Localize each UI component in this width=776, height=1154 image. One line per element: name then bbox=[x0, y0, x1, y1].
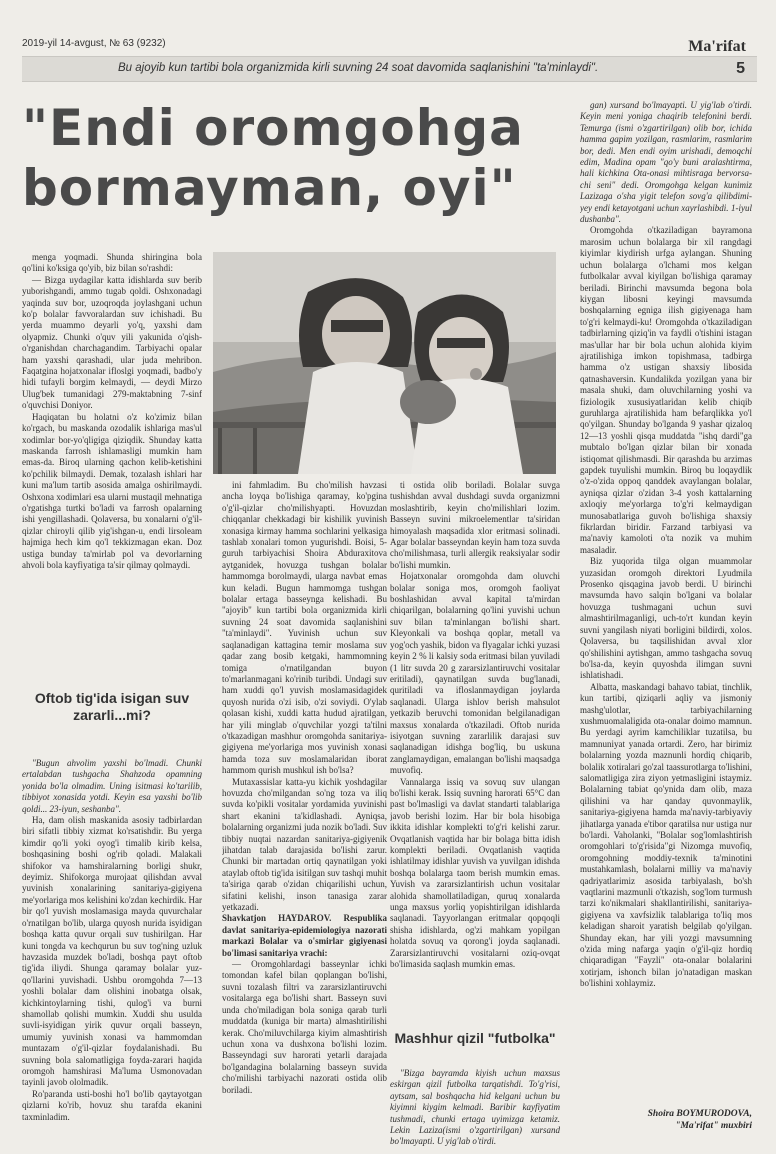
paragraph: menga yoqmadi. Shunda shiringina bola qo'lini ko'ksiga qo'yib, biz bilan so'rashdi: bbox=[22, 252, 202, 274]
author-role: "Ma'rifat" muxbiri bbox=[675, 1121, 752, 1131]
paragraph: Ro'paranda usti-boshi ho'l bo'lib qaytayotgan qizlarni ko'rib, hovuz shu tarafda ekanini taxminladim. bbox=[22, 1088, 202, 1122]
paragraph: Hojatxonalar oromgohda dam oluvchi bolalar soniga mos, oromgoh faoliyat boshlashidan avval kapital ta'mirdan chiqarilgan, bolalarning qo'lini yuvishi uchun suv bilan ta'minlangan bo'lishi shart. Kleyonkali va boshqa qoplar, metall va yog'och yashik, bidon va flyagalar ichki yuzasi keyin 2 % li kalsiy soda eritmasi bilan yuviladi (1 litr suvda 20 g zararsizlantiruvchi vositalar eritiladi), qaynatilgan suvda bug'lanadi, quritiladi va ifloslanmaydigan joylarda saqlanadi. Ularga ishlov berish mahsulot yetkazib beruvchi tomonidan belgilanadigan maxsus xonalarda o'tkaziladi. Oftob nurida isiyotgan suvning zararlilik darajasi suv saqlanadigan idishga bog'liq, bu uskuna zanglamaydigan, emalangan bo'lishi maqsadga muvofiq. bbox=[390, 571, 560, 776]
paragraph: Albatta, maskandagi bahavo tabiat, tinchlik, kun tartibi, qiziqarli aqliy va jismoniy mashg'ulotlar, tarbiyachilarning xushmuomalaligida ota-onalar doimo mamnun. Bu yerdagi ayrim kamchiliklar tuzatilsa, bu mamnuniyat yanada ortardi. Zero, har birimiz bolalarning yozda maznunli hordiq chiqarib, bolalik xotiralari go'zal taassurotlarga to'lishini, salomatligiga zira ziyon yetmasligini istaymiz. Bolalarning tabiat qo'ynida dam olib, maza qilishini va har qanday quvonmaylik, sanitariya-gigiyena hamda ma'naviy-tarbiyaviy jihatlarga yanada e'tibor qaratilsa nur ustiga nur bo'lardi. Vaholanki, "Bolalar sog'lomlashtirish oromgohlari to'g'risida"gi Nizomga muvofiq, oromgohning moddiy-texnik ta'minotini mustahkamlash, bolalarni milliy va ma'naviy qadriyatlarimiz asosida tarbiyalash, bo'sh vaqtlarini mazmunli o'tkazish, sog'lom turmush tarzi ko'nikmalari shakllantirilishi, sanitariya-gigiyena va xavfsizlik talablariga to'liq mos keladigan sharoit yaratish belgilab qo'yilgan. Shunday ekan, har yili yozgi mavsumning o'zida ming nafarga yaqin o'g'il-qiz hordiq chiqaradigan "Fayzli" ota-onalar bolalarini xotirjam, ishonch bilan jo'natadigan maskan bo'lishini xohlaymiz. bbox=[580, 681, 752, 989]
article-headline: "Endi oromgohga bormayman, oyi" bbox=[22, 99, 524, 217]
page-number: 5 bbox=[736, 60, 745, 77]
subheading-sun-water: Oftob tig'ida isigan suv zararli...mi? bbox=[34, 690, 190, 723]
paragraph: — Oromgohlardagi basseynlar ichki tomondan kafel bilan qoplangan bo'lishi, suvni tozalash filtri va zararsizlantiruvchi vositalarga ega bo'lishi shart. Basseyn suvi unda cho'miladigan bola soniga qarab turli muddatda (kuniga bir marta) almashtirilishi kerak. Cho'miluvchilarga kiyim almashtirish uchun xona va dushxona bo'lishi lozim. Basseyndagi suv harorati yetarli darajada bo'lgandagina bolalarning basseyn suvida cho'milishi tarbiyachi nazorati ostida olib boriladi. bbox=[222, 959, 387, 1095]
article-column-1 bbox=[22, 252, 202, 680]
paragraph: Oromgohda o'tkaziladigan bayramona marosim uchun bolalarga bir xil rangdagi kiyimlar kiydirish urfga aylangan. Shuning uchun bolalarga o'lchami mos kelgan futbolkalar avval kiyilgan bo'lishiga qaramay beriladi. Birinchi mavsumda begona bola kiygan libosni keyingi mavsumda boshqalarning egniga ilish gigiyenaga ham to'g'ri kelmaydi-ku! Oromgohda o'tkaziladigan tadbirlarning qiziq'in va faydli o'tishini istagan mas'ullar har bir bola uchun alohida kiyim ajratilishiga imkon topishmasa, tadbirga hamma o'z ustigan shaxsiy libosida qatnashaversin. Kundalikda yozilgan yana bir masala shuki, dam oluvchilarning yoshi va fiziologik xususiyatlaridan kelib chiqib guruhlarga ajratilishida ham befarqlikka yo'l qo'yilgan. Shunday bo'lganda 9 yashar qizaloq 12—13 yoshli qisqa muddatda "ishq dardi"ga mubtalo bo'lgan qizlar bilan bir xonada istiqomat qilishmasdi. Bir qarashda bu arzimas gapdek tuyulishi mumkin. Biroq bu loqaydlik o'z-o'zida oppoq qanddek avaylangan bolalar, ayniqsa qizlar o'zidan 3-4 yosh kattalarning axloqiy me'yorlarga to'g'ri kelmaydigan munosabatlariga guvoh bo'lishiga shaxsiy fikrlardan biridir. Farzand tarbiyasi va ma'naviy kamoloti o'ta nozik va muhim masaladir. bbox=[580, 225, 752, 555]
article-column-4 bbox=[580, 100, 752, 1105]
paragraph: — Bizga uydagilar katta idishlarda suv berib yuborishgandi, ammo tugab qoldi. Oshxonadagi yaqinda suv bor, uzoqroqda joylashgani uchun ko'p bolalar favvoralardan suv ichishadi. Bu yerda muammo deyarli yo'q, yaxshi dam olyapmiz. Chunki o'quv yili yakunida o'qish-o'rganishdan charchagandim. Tarbiyachi opalar ham yaxshi qarashadi, ular juda mehribon. Faqatgina hojatxonalar ifloslgi yoqmadi, badbo'y hidi tufayli borgim kelmaydi, — deydi Mirzo Ulug'bek tumanidagi 279-maktabning 7-sinf o'quvchisi Doniyor. bbox=[22, 274, 202, 411]
article-column-1b bbox=[22, 758, 202, 1150]
paragraph: Mutaxassislar katta-yu kichik yoshdagilar hovuzda cho'milgandan so'ng toza va iliq suvda ko'pikli vositalar yordamida yuvinishi shart ekanini ta'kidlashadi. Ayniqsa, bolalarning organizmi juda nozik bo'ladi. Suv tibbiy nuqtai nazardan sanitariya-gigiyenik jihatdan talab darajasida bo'lishi zarur. Chunki bir martadan ortiq qaynatilgan yoki ataylab oftob tig'ida isitilgan suv tashqi muhit ta'siriga qarab o'zidan chiqarilishi uchun, sifatini kelishi, inson tanasiga zarar yetkazadi. bbox=[222, 776, 387, 913]
article-photo bbox=[213, 252, 556, 474]
article-column-3b bbox=[390, 1068, 560, 1150]
issue-date: 2019-yil 14-avgust, № 63 (9232) bbox=[22, 38, 166, 49]
article-column-2 bbox=[222, 480, 387, 1150]
paragraph: ini fahmladim. Bu cho'milish havzasi ancha loyqa bo'lishiga qaramay, ko'pgina o'g'il-qizlar cho'milishyapti. Hovuzdan chiqqanlar chekkadagi bir kishilik yuvinish xonasiga kirmay hamma sochlarini yelkasiga tashlab xonalari tomon yugurishdi. Boisi, 5-guruh tarbiyachisi Shoira Abduraxitova aytganidek, hovuzga tushgan bolalar hammomga borolmaydi, ularga navbat emas kun keladi. Bugun hammomga tushgan bolalar ertaga basseynga kelishadi. Bu "ajoyib" kun tartibi bola organizmida kirli suvning 24 soat davomida saqlanishini "ta'minlaydi". Yuvinish uchun suv saqlanadigan kattagina temir moslama suv qadar zang bosib ketgaki, hammomning tomiga o'rnatilgandan buyon to'marlanmagani ko'rinib turibdi. Undagi suv ham xuddi qo'l yuvish moslamasidagidek quyosh nurida o'zi isib, o'zi soviydi. O'ylab qolasan kishi, xuddi katta hudud ajratilgan, har yili minglab o'quvchilar yozgi ta'tilni o'tkazadigan mashhur oromgohda sanitariya-gigiyena me'yorlariga mos yuvinish xonasi hamda toza suv moslamalaridan iborat hammom qurish mushkul ish bo'lsa? bbox=[222, 480, 387, 776]
header-bar bbox=[22, 56, 757, 82]
diary-quote: "Bizga bayramda kiyish uchun maxsus eskirgan qizil futbolka tarqatishdi. To'g'risi, aytsam, sal boshqacha hid kelgani uchun bu kiyimni kiygim kelmadi. Baribir kayfiyatim tushmadi, chunki ertaga uyimizga ketamiz. Lekin Laziza(ismi o'zgartirilgan) xursand bo'lmayapti. U yig'lab o'tirdi. bbox=[390, 1068, 560, 1147]
paragraph: Haqiqatan bu holatni o'z ko'zimiz bilan ko'rgach, bu maskanda ozodalik ishlariga mas'ul xodimlar bor-yo'qligiga qiziqdik. Shunday katta maskanda farrosh ishlamasligi mumkin ham emas-da. Biroq ularning qachon kelib-ketishini ko'pchilik bilmaydi. Demak, tozalash ishlari har kuni ma'lum tartib asosida amalga oshirilmaydi. Oshxona xodimlari esa ularni mustaqil mehnatiga o'rgatishga turtki bo'ladi va farrosh opalarning ishi yengillashadi. Qolaversa, bu xonalarni o'g'il-qizlar chiroyli qilib yig'ishgan-u, endi lirsoleam hajmiga hech kim qo'l tekkizmagan ekan. Doz ustiga bunday ta'mirlab pol va devorlarning ahvoli bola kayfiyatiga ta'sir qilmay qolmaydi. bbox=[22, 411, 202, 570]
paragraph: Vannalarga issiq va sovuq suv ulangan bo'lishi kerak. Issiq suvning harorati 65°C dan past bo'lmasligi va davlat standarti talablariga javob berishi lozim. Har bir bola hisobiga ikkita idishlar komplekti to'g'ri kelishi zarur. Ovqatlanish vaqtida har bir bolaga bitta idish komplekti beriladi. Ovqatlanish vaqtida ishlatilmay idishlar yuvish va yuvilgan idishda boshqa bolalarga taom berish mumkin emas. Yuvish va zararsizlantirish uchun vositalar alohida shamollatiladigan, quruq xonalarda unga maxsus yorliq yopishtirilgan idishlarda saqlanadi. Tayyorlangan eritmalar qopqoqli shisha idishlarda, og'zi mahkam yopilgan holatda sovuq va qorong'i joyda saqlanadi. Zararsizlantiruvchi vositalarni oziq-ovqat bo'limasida saqlash mumkin emas. bbox=[390, 776, 560, 970]
diary-quote: "Bugun ahvolim yaxshi bo'lmadi. Chunki ertalabdan tushgacha Shahzoda opamning yonida bo'la olmadim. Uning isitmasi ko'tarilib, tibbiyot xonasida yotdi. Keyin esa yaxshi bo'lib qoldi... 23-iyun, seshanba". bbox=[22, 758, 202, 814]
subheading-red-tshirt: Mashhur qizil "futbolka" bbox=[394, 1030, 556, 1046]
photo-two-girls-icon bbox=[213, 252, 556, 474]
expert-intro: Shavkatjon HAYDAROV. Respublika davlat sanitariya-epidemiologiya nazorati markazi Bolalar va o'smirlar gigiyenasi bo'limasi sanitariya vrachi: bbox=[222, 913, 387, 958]
author-name: Shoira BOYMURODOVA, bbox=[647, 1109, 752, 1119]
article-column-3 bbox=[390, 480, 560, 1025]
paragraph: Biz yuqorida tilga olgan muammolar yuzasidan oromgoh direktori Lyudmila Prosenko qisqagina javob berdi. U birinchi mavsumda havo salqin bo'lgani va bolalar hovuzga tushmagani uchun suvi almashtirilmaganligi, uch-to'rt kundan keyin suvni yangilash niyati borligini bildirdi, xolos. Qolaversa, bu taqsilishidan avval xlor qo'shilishini aytishgan, ammo tashgacha sovuq bo'lsa-da, keyin quyoshda ilimgan suvni ishlatishadi. bbox=[580, 556, 752, 681]
diary-quote: gan) xursand bo'lmayapti. U yig'lab o'tirdi. Keyin meni yoniga chaqirib telefonini berdi. Temurga (ismi o'zgartirilgan) olib bor, ichida hamma gapim yozilgan, rasmlarim, rasmlarim bor, dedi. Men endi oyim urishadi, demoqchi edim, Madina opam "qo'y buni aralashtirma, hali kichkina Ota-onasi mihtisraga bervorsa-chi seni" dedi. Oromgohga kelgan kunimiz Lazizaga o'sha yigit telefon sovg'a qilibdimi-yey endi ketayotgani uchun xayrlashibdi. 1-iyul dushanba". bbox=[580, 100, 752, 225]
paragraph: Ha, dam olish maskanida asosiy tadbirlardan biri sifatli tibbiy xizmat ko'rsatishdir. Bu yerga kimdir qo'li yoki oyog'i timalib kirib kelsa, boshqasining boshi og'rib qoladi. Malakali shifokor va hamshiralarning borligi shukr, deyimiz. Shifokorga murojaat qilishdan avval yuvinish xonalarining sanitariya-gigiyena me'yorlariga mos kelishini ko'zdan kechirdik. Har bir qo'l yuvish moslamasiga mayda quvurchalar o'rnatilgan bo'lib, ularga quyosh nurida isyidigan boshqa katta quvur orqali suv tushirilgan. Har kuni tongda va kechqurun bu suv tog'ning uzluk havzasida muzdek bo'ladi, boshqa payt oftob tig'ida iliydi. Shunga qaramay bolalar yuz-qo'llarini yuvishadi. Ushbu oromgohda 7—13 yoshli bolalar dam olishini inobatga olsak, kichkintoylarning tishi, qulog'i va burni shamollab qolishi mumkin. Xuddi shu usulda suvli-isyidigan yirik quvur orqali basseyn, umumiy yuvinish xonasi va hammomdan muntazam o'g'il-qizlar foydalanishadi. Bu suvning bola salomatligiga foyda-zarari haqida oromgoh hamshirasi Ma'luma Usmonovadan tayinli javob ololmadik. bbox=[22, 815, 202, 1088]
paragraph: ti ostida olib boriladi. Bolalar suvga tushishdan avval dushdagi suvda organizmni moslashtirib, keyin cho'milishlari lozim. Basseyn suvini mikroelementlar ta'siridan himoyalash maqsadida xlor eritmasi solinadi. Agar bolalar basseyndan keyin ham toza suvda cho'milishmasa, turli allergik reaksiyalar sodir bo'lishi mumkin. bbox=[390, 480, 560, 570]
author-signature bbox=[580, 1108, 752, 1132]
newspaper-logo: Ma'rifat bbox=[688, 38, 746, 55]
header-tagline: Bu ajoyib kun tartibi bola organizmida kirli suvning 24 soat davomida saqlanishini "ta'minlaydi". bbox=[118, 62, 599, 74]
